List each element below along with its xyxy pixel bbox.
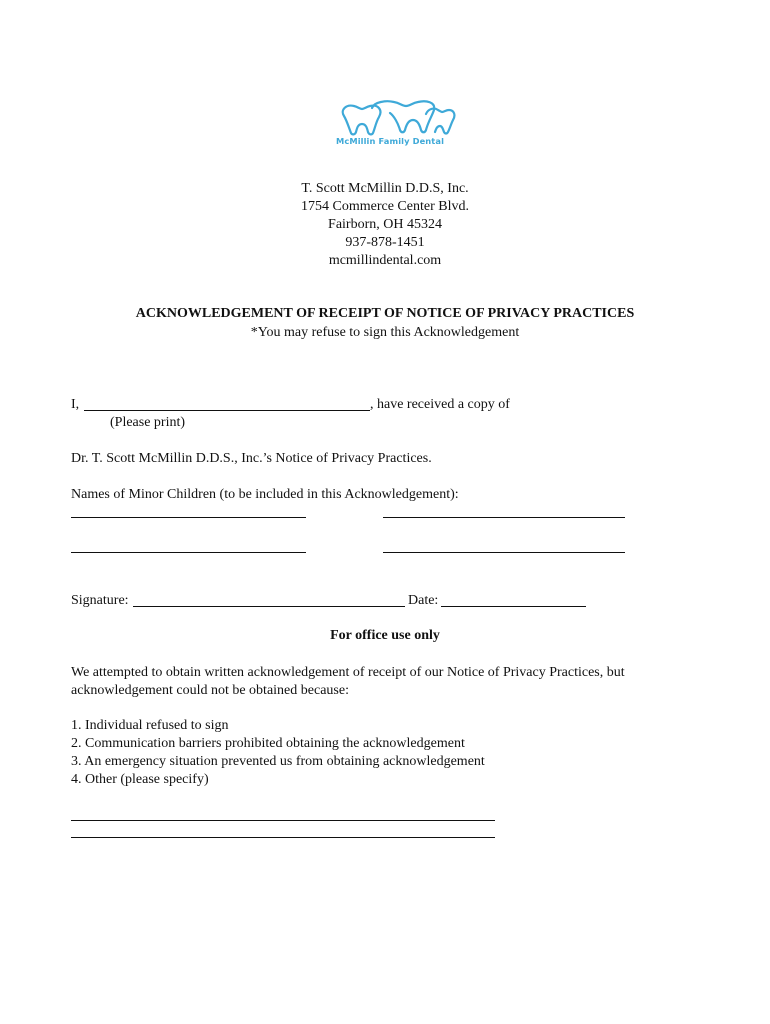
other-reason-field[interactable]	[71, 837, 495, 838]
patient-name-field[interactable]	[84, 410, 370, 411]
logo-text: McMillin Family Dental	[335, 136, 445, 146]
minor-name-field[interactable]	[71, 517, 306, 518]
minor-name-field[interactable]	[383, 552, 625, 553]
form-subtitle: *You may refuse to sign this Acknowledgement	[250, 325, 520, 340]
office-use-heading: For office use only	[330, 628, 440, 643]
minor-name-field[interactable]	[383, 517, 625, 518]
reason-item: 2. Communication barriers prohibited obtaining the acknowledgement	[71, 736, 465, 751]
name-hint: (Please print)	[110, 415, 186, 430]
address-line: T. Scott McMillin D.D.S, Inc.	[301, 181, 469, 196]
other-reason-field[interactable]	[71, 820, 495, 821]
reason-item: 1. Individual refused to sign	[71, 718, 229, 733]
address-line: Fairborn, OH 45324	[328, 217, 442, 232]
name-prefix: I,	[71, 397, 80, 412]
practice-logo	[316, 98, 462, 150]
notice-text: Dr. T. Scott McMillin D.D.S., Inc.’s Notice of Privacy Practices.	[71, 451, 432, 466]
date-label: Date:	[408, 593, 439, 608]
reasons-list	[71, 717, 485, 789]
signature-field[interactable]	[133, 606, 405, 607]
reason-item: 4. Other (please specify)	[71, 772, 209, 787]
name-suffix: , have received a copy of	[370, 397, 510, 412]
signature-label: Signature:	[71, 593, 129, 608]
date-field[interactable]	[441, 606, 586, 607]
office-text: acknowledgement could not be obtained because:	[71, 683, 349, 698]
form-title: ACKNOWLEDGEMENT OF RECEIPT OF NOTICE OF PRIVACY PRACTICES	[135, 306, 635, 321]
minor-name-field[interactable]	[71, 552, 306, 553]
practice-address	[0, 180, 770, 270]
reason-item: 3. An emergency situation prevented us from obtaining acknowledgement	[71, 754, 485, 769]
teeth-logo-icon	[316, 98, 462, 138]
address-line: mcmillindental.com	[328, 253, 442, 268]
address-line: 1754 Commerce Center Blvd.	[301, 199, 469, 214]
minors-label: Names of Minor Children (to be included in this Acknowledgement):	[71, 487, 459, 502]
address-line: 937-878-1451	[345, 235, 425, 250]
office-text: We attempted to obtain written acknowledgement of receipt of our Notice of Privacy Practices, but	[71, 665, 625, 680]
